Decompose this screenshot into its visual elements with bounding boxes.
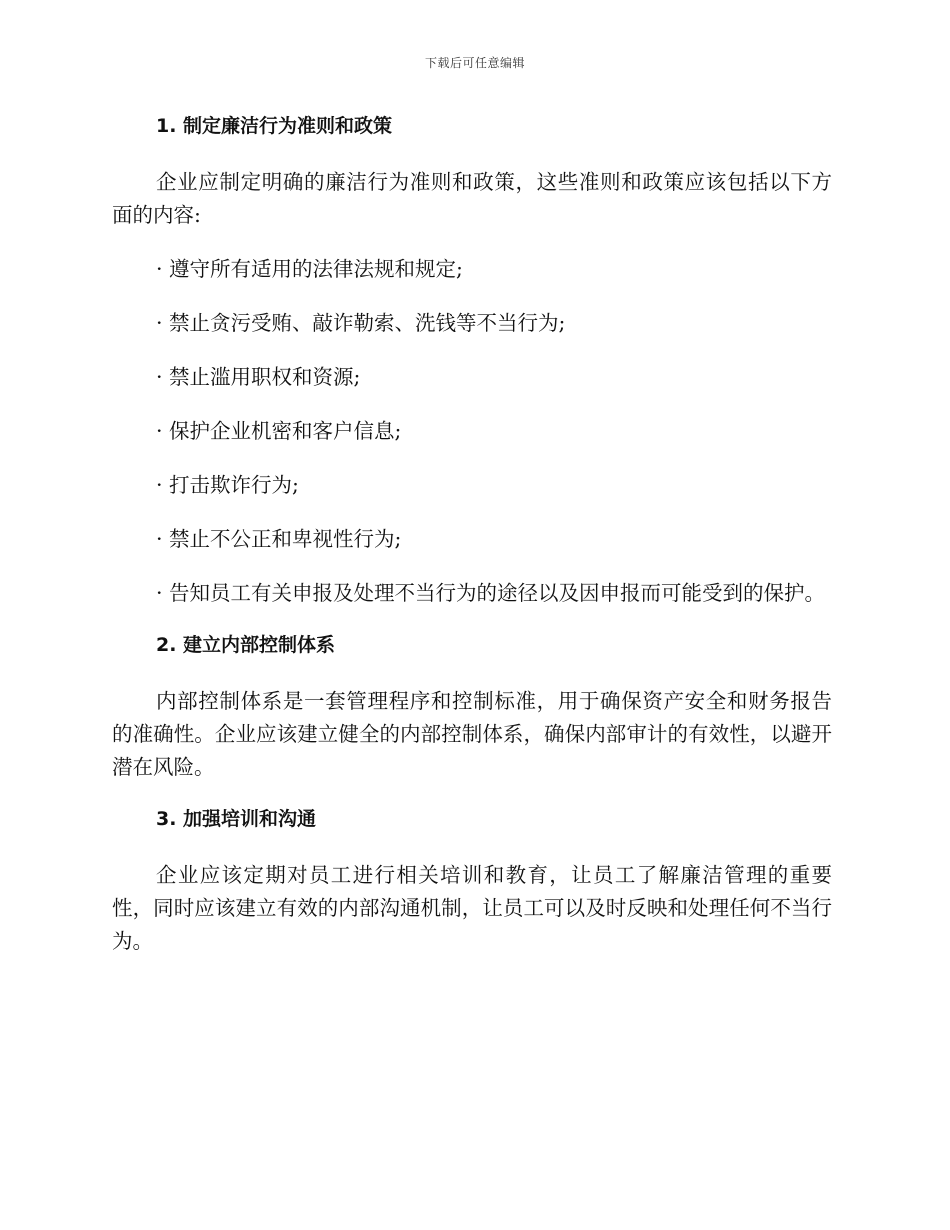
section-3-heading: 3. 加强培训和沟通: [156, 808, 317, 830]
section-3-body: 企业应该定期对员工进行相关培训和教育，让员工了解廉洁管理的重要性，同时应该建立有效的内部沟通机制，让员工可以及时反映和处理任何不当行为。: [112, 863, 832, 953]
section-1-bullet-5: · 打击欺诈行为;: [156, 473, 299, 497]
section-1-intro: 企业应制定明确的廉洁行为准则和政策，这些准则和政策应该包括以下方面的内容:: [112, 170, 832, 227]
section-1-bullet-2: · 禁止贪污受贿、敲诈勒索、洗钱等不当行为;: [156, 311, 566, 335]
section-1-heading: 1. 制定廉洁行为准则和政策: [156, 115, 393, 137]
document-body: [112, 112, 832, 979]
section-1-bullet-3: · 禁止滥用职权和资源;: [156, 365, 361, 389]
section-2-body: 内部控制体系是一套管理程序和控制标准，用于确保资产安全和财务报告的准确性。企业应该建立健全的内部控制体系，确保内部审计的有效性，以避开潜在风险。: [112, 689, 832, 779]
section-1-bullet-6: · 禁止不公正和卑视性行为;: [156, 527, 402, 551]
section-1-bullet-4: · 保护企业机密和客户信息;: [156, 419, 402, 443]
section-1-bullet-1: · 遵守所有适用的法律法规和规定;: [156, 257, 463, 281]
page-header: 下载后可任意编辑: [424, 56, 525, 70]
section-1-bullet-7: · 告知员工有关申报及处理不当行为的途径以及因申报而可能受到的保护。: [156, 581, 826, 605]
section-2-heading: 2. 建立内部控制体系: [156, 634, 336, 656]
